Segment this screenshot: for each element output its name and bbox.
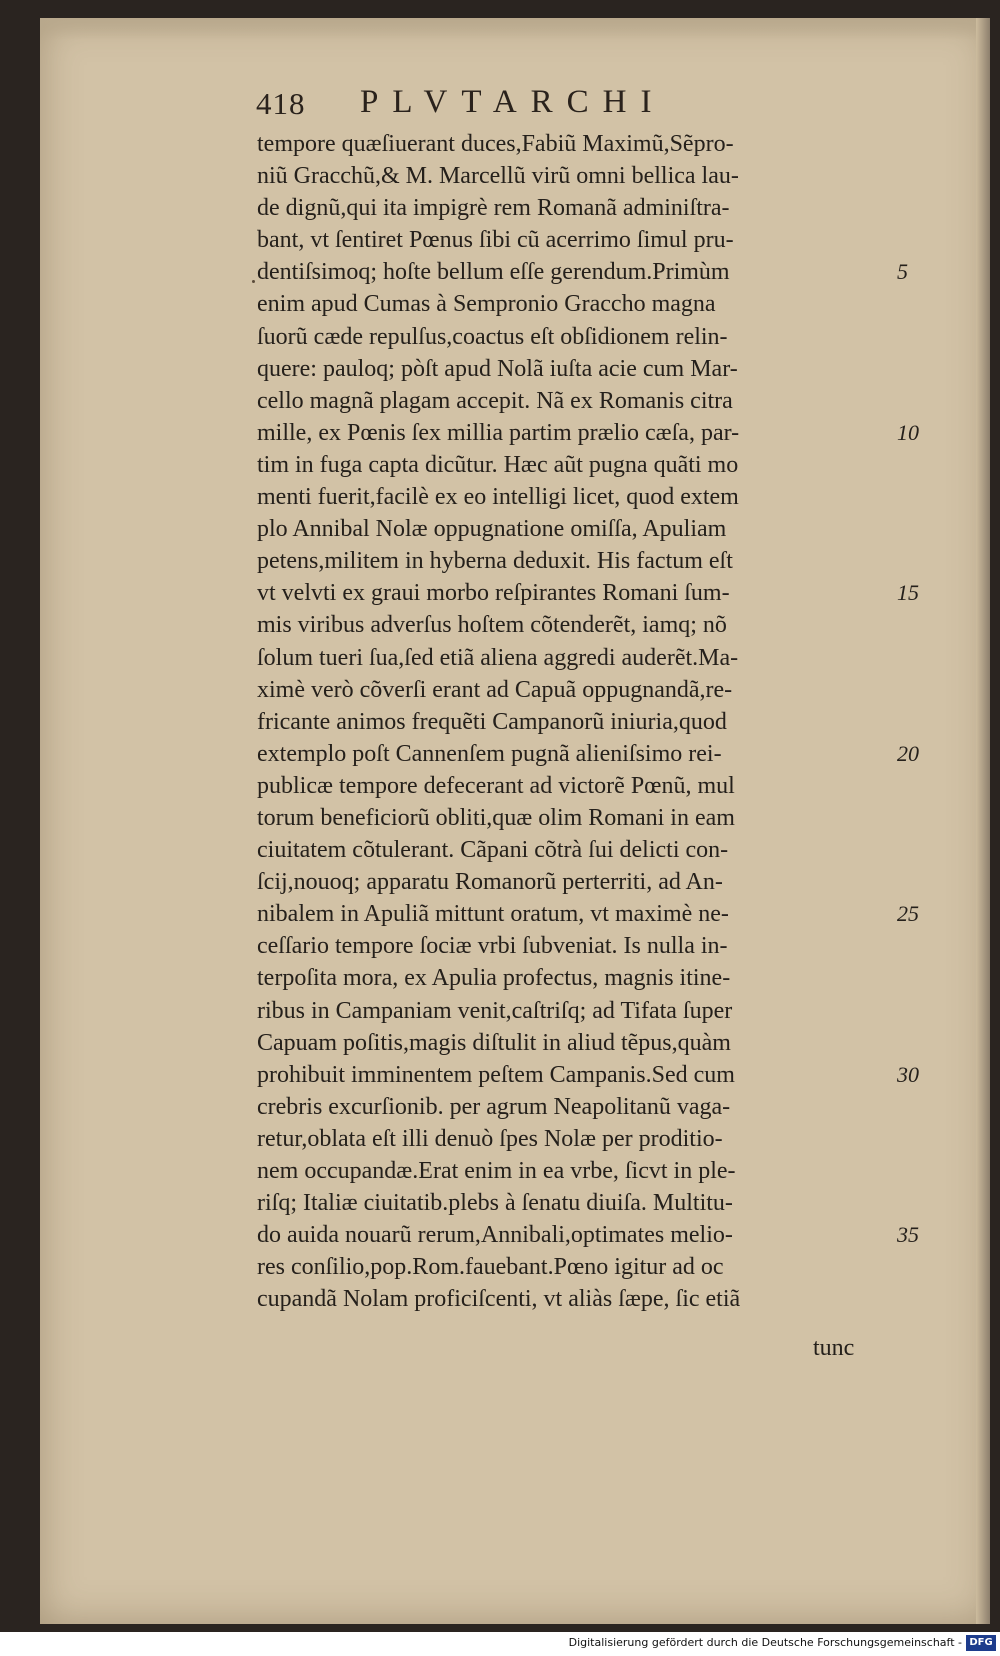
- running-title: PLVTARCHI: [360, 84, 666, 120]
- page-number: 418: [256, 86, 306, 121]
- text-line: [257, 995, 957, 1027]
- text-block: [257, 128, 957, 1315]
- text-line: [257, 192, 957, 224]
- line-text: cello magnã plagam accepit. Nã ex Romanis citra: [257, 387, 733, 414]
- line-number: 25: [897, 901, 919, 927]
- line-text: niũ Gracchũ,& M. Marcellũ virũ omni bellica lau-: [257, 163, 739, 190]
- text-line: [257, 224, 957, 256]
- page-header: [256, 78, 856, 126]
- text-line: [257, 834, 957, 866]
- line-text: ceſſario tempore ſociæ vrbi ſubveniat. Is nulla in-: [257, 933, 728, 960]
- line-text: Capuam poſitis,magis diſtulit in aliud tẽpus,quàm: [257, 1029, 731, 1056]
- line-text: mis viribus adverſus hoſtem cõtenderẽt, iamq; nõ: [257, 612, 727, 639]
- line-text: terpoſita mora, ex Apulia profectus, magnis itine-: [257, 965, 731, 992]
- line-text: plo Annibal Nolæ oppugnatione omiſſa, Apuliam: [257, 516, 727, 543]
- text-line: [257, 385, 957, 417]
- line-text: dentiſsimoq; hoſte bellum eſſe gerendum.Primùm: [257, 259, 730, 286]
- line-text: menti fuerit,facilè ex eo intelligi licet, quod extem: [257, 484, 739, 511]
- text-line: [257, 642, 957, 674]
- text-line: [257, 417, 957, 449]
- line-text: ximè verò cõverſi erant ad Capuã oppugnandã,re-: [257, 676, 733, 703]
- line-text: vt velvti ex graui morbo reſpirantes Romani ſum-: [257, 580, 730, 607]
- line-text: crebris excurſionib. per agrum Neapolitanũ vaga-: [257, 1093, 731, 1120]
- text-line: [257, 962, 957, 994]
- funding-credit: Digitalisierung gefördert durch die Deutsche Forschungsgemeinschaft -: [568, 1636, 962, 1649]
- text-line: [257, 513, 957, 545]
- line-number: 35: [897, 1222, 919, 1248]
- text-line: [257, 256, 957, 288]
- text-line: [257, 128, 957, 160]
- text-line: [257, 1251, 957, 1283]
- text-line: [257, 770, 957, 802]
- catchword: tunc: [813, 1335, 855, 1361]
- line-text: riſq; Italiæ ciuitatib.plebs à ſenatu diuiſa. Multitu-: [257, 1190, 733, 1217]
- text-line: [257, 1187, 957, 1219]
- text-line: [257, 609, 957, 641]
- text-line: [257, 1123, 957, 1155]
- text-line: [257, 930, 957, 962]
- text-line: [257, 160, 957, 192]
- line-text: do auida nouarũ rerum,Annibali,optimates melio-: [257, 1222, 733, 1249]
- page-edge-top: [40, 18, 990, 40]
- text-line: [257, 1219, 957, 1251]
- text-line: [257, 288, 957, 320]
- line-text: prohibuit imminentem peſtem Campanis.Sed cum: [257, 1061, 735, 1088]
- line-text: fricante animos frequẽti Campanorũ iniuria,quod: [257, 708, 727, 735]
- page-edge-right: [976, 18, 990, 1624]
- line-text: petens,militem in hyberna deduxit. His factum eſt: [257, 548, 733, 575]
- line-text: ribus in Campaniam venit,caſtriſq; ad Tifata ſuper: [257, 997, 733, 1024]
- line-text: ciuitatem cõtulerant. Cãpani cõtrà ſui delicti con-: [257, 837, 729, 864]
- line-text: nibalem in Apuliã mittunt oratum, vt maximè ne-: [257, 901, 729, 928]
- text-line: [257, 577, 957, 609]
- line-text: cupandã Nolam proficiſcenti, vt aliàs ſæpe, ſic etiã: [257, 1286, 741, 1313]
- line-text: tim in fuga capta dicũtur. Hæc aũt pugna quãti mo: [257, 451, 739, 478]
- line-text: de dignũ,qui ita impigrè rem Romanã adminiſtra-: [257, 195, 730, 222]
- line-text: ſuorũ cæde repulſus,coactus eſt obſidionem relin-: [257, 323, 728, 350]
- line-text: ſcij,nouoq; apparatu Romanorũ perterriti, ad An-: [257, 869, 723, 896]
- text-line: [257, 1059, 957, 1091]
- text-line: [257, 802, 957, 834]
- text-line: [257, 545, 957, 577]
- text-line: [257, 321, 957, 353]
- text-line: [257, 706, 957, 738]
- line-number: 10: [897, 419, 919, 445]
- text-line: [257, 1027, 957, 1059]
- line-number: 5: [897, 259, 908, 285]
- text-line: [257, 1283, 957, 1315]
- text-line: [257, 674, 957, 706]
- text-line: [257, 738, 957, 770]
- text-line: [257, 353, 957, 385]
- line-text: publicæ tempore defecerant ad victorẽ Pœnũ, mul: [257, 772, 735, 799]
- line-text: mille, ex Pœnis ſex millia partim prælio cæſa, par-: [257, 419, 740, 446]
- text-line: [257, 1155, 957, 1187]
- line-text: extemplo poſt Cannenſem pugnã alieniſsimo rei-: [257, 740, 722, 767]
- digitization-footer: [0, 1632, 1000, 1656]
- line-text: torum beneficiorũ obliti,quæ olim Romani in eam: [257, 804, 735, 831]
- line-number: 20: [897, 740, 919, 766]
- text-line: [257, 866, 957, 898]
- line-text: tempore quæſiuerant duces,Fabiũ Maximũ,Sẽpro-: [257, 131, 734, 157]
- line-text: quere: pauloq; pòſt apud Nolã iuſta acie cum Mar-: [257, 355, 738, 382]
- line-text: enim apud Cumas à Sempronio Graccho magna: [257, 291, 716, 318]
- line-text: retur,oblata eſt illi denuò ſpes Nolæ per proditio-: [257, 1125, 723, 1152]
- line-text: nem occupandæ.Erat enim in ea vrbe, ſicvt in ple-: [257, 1158, 736, 1184]
- line-number: 15: [897, 580, 919, 606]
- dfg-logo: DFG: [966, 1635, 996, 1651]
- line-text: ſolum tueri ſua,ſed etiã aliena aggredi auderẽt.Ma-: [257, 644, 739, 671]
- text-line: [257, 449, 957, 481]
- line-text: bant, vt ſentiret Pœnus ſibi cũ acerrimo ſimul pru-: [257, 227, 734, 254]
- margin-mark: [252, 280, 255, 283]
- text-line: [257, 898, 957, 930]
- line-number: 30: [897, 1061, 919, 1087]
- line-text: res conſilio,pop.Rom.fauebant.Pœno igitur ad oc: [257, 1254, 724, 1281]
- text-line: [257, 481, 957, 513]
- text-line: [257, 1091, 957, 1123]
